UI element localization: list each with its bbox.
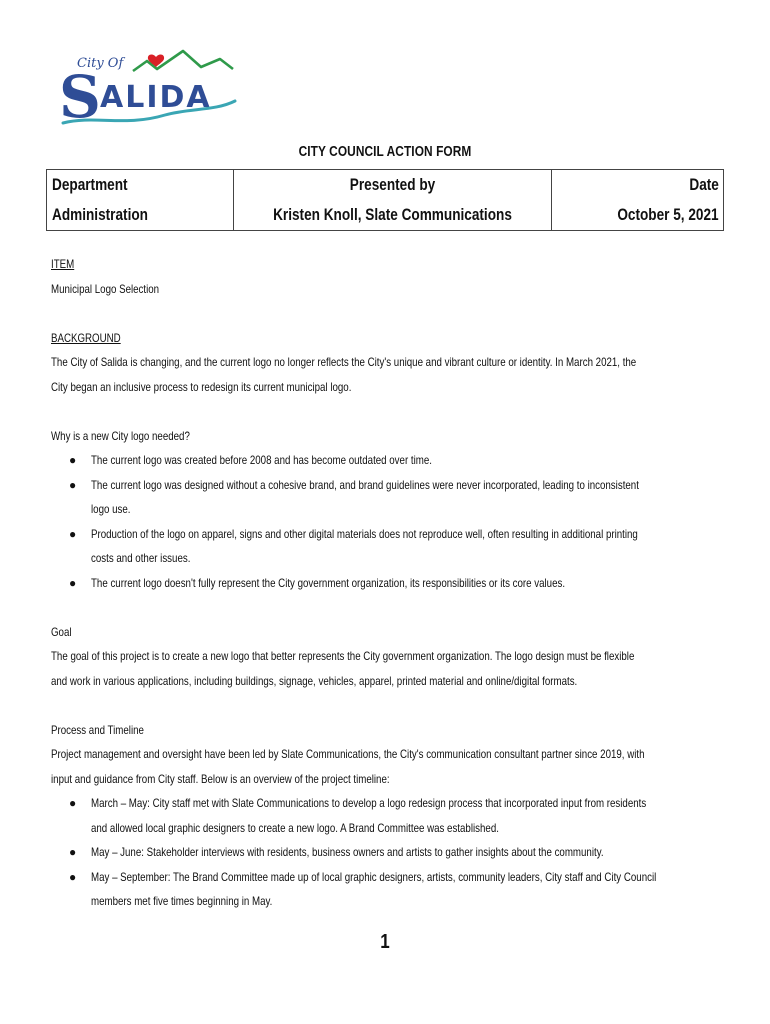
info-table [46, 169, 724, 231]
list-item-text: The current logo was designed without a cohesive brand, and brand guidelines were never incorporated, leading to inconsistent [91, 477, 639, 492]
bullet-icon: ● [69, 845, 77, 859]
bullet-icon: ● [69, 869, 77, 884]
list-item-text: and allowed local graphic designers to create a new logo. A Brand Committee was established. [91, 820, 499, 835]
goal-heading: Goal [51, 624, 72, 639]
list-item [51, 840, 731, 865]
logo-wordmark: S [59, 63, 101, 130]
list-item-text: members met five times beginning in May. [91, 894, 273, 908]
logo-city-of-text: City Of [77, 56, 124, 71]
item-heading: ITEM [51, 257, 75, 271]
list-item-text: May – September: The Brand Committee made up of local graphic designers, artists, community leaders, City staff and City Council [91, 869, 657, 884]
list-item-text: The current logo was created before 2008 and has become outdated over time. [91, 453, 432, 467]
logo-wordmark-rest: ALIDA [100, 80, 212, 115]
list-item-text: costs and other issues. [91, 551, 191, 565]
background-heading: BACKGROUND [51, 330, 121, 345]
department-value: Administration [52, 205, 148, 224]
date-header: Date [689, 175, 719, 194]
process-heading: Process and Timeline [51, 722, 144, 737]
list-item-text: The current logo doesn't fully represent the City government organization, its responsibilities or its core values. [91, 575, 566, 590]
background-line: The City of Salida is changing, and the current logo no longer reflects the City's unique and vibrant culture or identity. In March 2021, the [51, 355, 637, 369]
list-item [51, 571, 731, 596]
background-line: City began an inclusive process to redesign its current municipal logo. [51, 379, 352, 394]
bullet-icon: ● [69, 526, 77, 541]
list-item [51, 865, 731, 914]
item-text: Municipal Logo Selection [51, 281, 160, 296]
date-cell [551, 170, 723, 230]
department-cell [47, 170, 233, 230]
department-header: Department [52, 175, 128, 194]
bullet-icon: ● [69, 796, 77, 810]
bullet-icon: ● [69, 453, 77, 467]
list-item-text: March – May: City staff met with Slate Communications to develop a logo redesign process that incorporated input from residents [91, 796, 647, 810]
list-item [51, 791, 731, 840]
list-item-text: Production of the logo on apparel, signs and other digital materials does not reproduce well, often resulting in additional printing [91, 526, 638, 541]
city-of-salida-logo [55, 45, 245, 130]
list-item-text: logo use. [91, 502, 131, 516]
goal-line: and work in various applications, including buildings, signage, vehicles, apparel, printed material and online/digital formats. [51, 673, 578, 688]
form-title: CITY COUNCIL ACTION FORM [298, 144, 472, 160]
process-line: input and guidance from City staff. Below is an overview of the project timeline: [51, 771, 390, 786]
list-item-text: May – June: Stakeholder interviews with residents, business owners and artists to gather insights about the community. [91, 845, 604, 859]
body-text [51, 252, 731, 914]
bullet-icon: ● [69, 575, 77, 590]
why-heading: Why is a new City logo needed? [51, 428, 190, 443]
process-line: Project management and oversight have been led by Slate Communications, the City's communication consultant partner since 2019, with [51, 747, 645, 761]
presented-by-cell [233, 170, 551, 230]
list-item [51, 522, 731, 571]
list-item [51, 448, 731, 473]
presented-by-header: Presented by [349, 175, 436, 194]
mountain-outline [133, 51, 233, 71]
list-item [51, 473, 731, 522]
goal-line: The goal of this project is to create a new logo that better represents the City government organization. The logo design must be flexible [51, 649, 635, 663]
presented-by-value: Kristen Knoll, Slate Communications [273, 205, 512, 224]
bullet-icon: ● [69, 477, 77, 492]
page-number: 1 [380, 931, 390, 953]
date-value: October 5, 2021 [617, 205, 719, 224]
